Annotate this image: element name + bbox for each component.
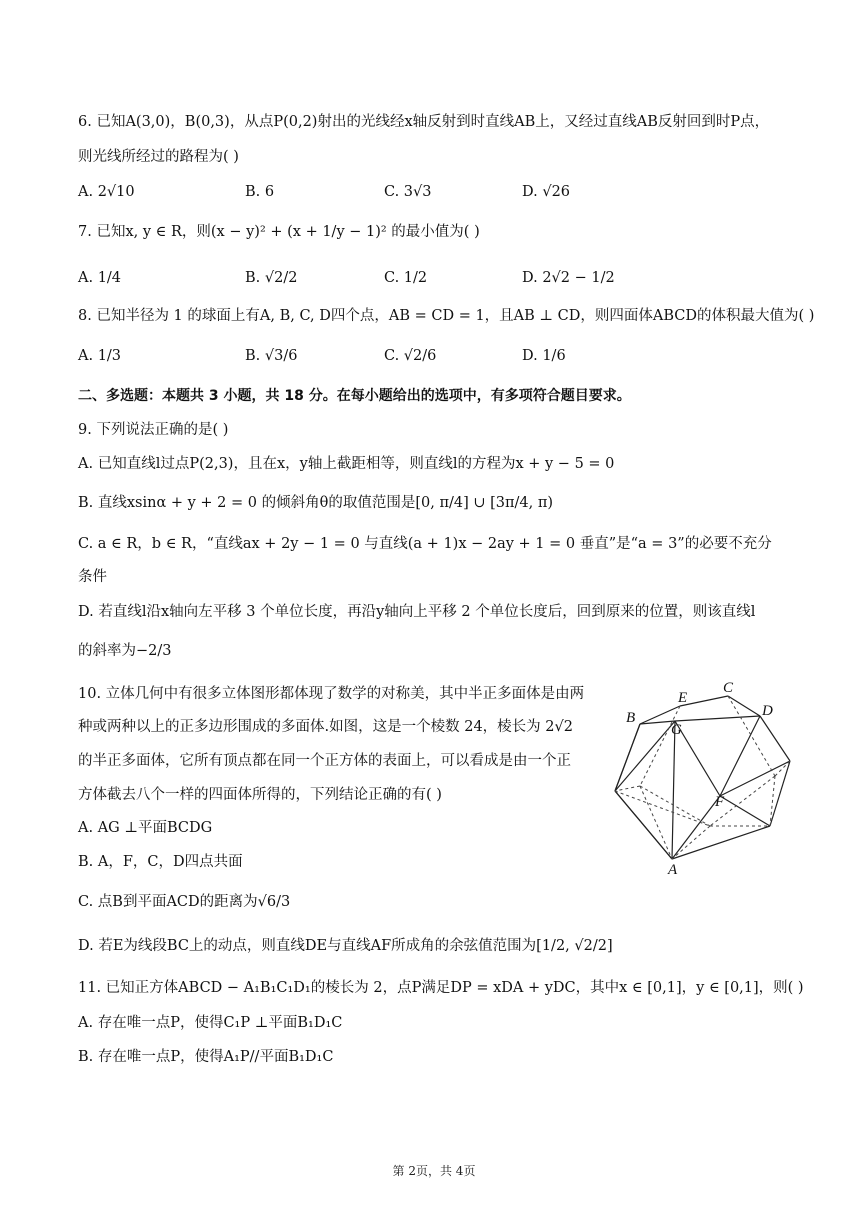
label-a: A — [668, 862, 678, 876]
q10-option-b: B. A，F，C，D四点共面 — [78, 854, 243, 870]
label-b: B — [626, 710, 636, 726]
label-e: E — [678, 690, 688, 706]
q9-option-d-line1: D. 若直线l沿x轴向左平移 3 个单位长度，再沿y轴向上平移 2 个单位长度后，回到原来的位置，则该直线l — [78, 604, 756, 620]
q6-option-a: A. 2√10 — [78, 184, 135, 200]
page-footer: 第 2页，共 4页 — [392, 1164, 476, 1178]
q9-option-d-line2: 的斜率为−2/3 — [78, 643, 172, 659]
q9-stem: 9. 下列说法正确的是( ) — [78, 422, 229, 438]
q11-option-b: B. 存在唯一点P，使得A₁P//平面B₁D₁C — [78, 1049, 334, 1065]
section-heading-multiple-choice: 二、多选题：本题共 3 小题，共 18 分。在每小题给出的选项中，有多项符合题目要求。 — [78, 388, 631, 404]
q11-stem: 11. 已知正方体ABCD − A₁B₁C₁D₁的棱长为 2，点P满足DP = xDA + yDC，其中x ∈ [0,1]，y ∈ [0,1]，则( ) — [78, 980, 804, 996]
q7-option-b: B. √2/2 — [245, 270, 298, 286]
q8-option-d: D. 1/6 — [522, 348, 566, 364]
q8-option-c: C. √2/6 — [384, 348, 437, 364]
label-c: C — [723, 680, 734, 696]
q8-option-a: A. 1/3 — [78, 348, 122, 364]
q7-option-d: D. 2√2 − 1/2 — [522, 270, 615, 286]
q9-option-c-line1: C. a ∈ R，b ∈ R，“直线ax + 2y − 1 = 0 与直线(a + 1)x − 2ay + 1 = 0 垂直”是“a = 3”的必要不充分 — [78, 536, 772, 552]
q8-stem: 8. 已知半径为 1 的球面上有A, B, C, D四个点，AB = CD = 1，且AB ⊥ CD，则四面体ABCD的体积最大值为( ) — [78, 308, 815, 324]
label-d: D — [762, 703, 773, 719]
q9-option-c-line2: 条件 — [78, 569, 107, 585]
label-f: F — [715, 794, 725, 810]
q6-option-d: D. √26 — [522, 184, 571, 200]
q6-option-c: C. 3√3 — [384, 184, 432, 200]
q10-option-a: A. AG ⊥平面BCDG — [78, 820, 213, 836]
q10-stem-line3: 的半正多面体，它所有顶点都在同一个正方体的表面上，可以看成是由一个正 — [78, 753, 571, 769]
q9-option-b: B. 直线xsinα + y + 2 = 0 的倾斜角θ的取值范围是[0, π/4] ∪ [3π/4, π) — [78, 495, 554, 511]
q10-option-c: C. 点B到平面ACD的距离为√6/3 — [78, 894, 291, 910]
q10-option-d: D. 若E为线段BC上的动点，则直线DE与直线AF所成角的余弦值范围为[1/2, √2/2] — [78, 938, 613, 954]
q10-stem-line2: 种或两种以上的正多边形围成的多面体.如图，这是一个棱数 24，棱长为 2√2 — [78, 719, 573, 735]
q8-option-b: B. √3/6 — [245, 348, 298, 364]
polyhedron-figure — [610, 676, 800, 876]
q11-option-a: A. 存在唯一点P，使得C₁P ⊥平面B₁D₁C — [78, 1015, 343, 1031]
q7-stem: 7. 已知x, y ∈ R，则(x − y)² + (x + 1/y − 1)² 的最小值为( ) — [78, 224, 480, 240]
q10-stem-line4: 方体截去八个一样的四面体所得的，下列结论正确的有( ) — [78, 787, 442, 803]
q7-option-a: A. 1/4 — [78, 270, 122, 286]
q9-option-a: A. 已知直线l过点P(2,3)，且在x，y轴上截距相等，则直线l的方程为x + y − 5 = 0 — [78, 456, 615, 472]
q10-stem-line1: 10. 立体几何中有很多立体图形都体现了数学的对称美，其中半正多面体是由两 — [78, 686, 585, 702]
q6-option-b: B. 6 — [245, 184, 275, 200]
q7-option-c: C. 1/2 — [384, 270, 428, 286]
label-g: G — [671, 722, 682, 738]
q6-stem-line1: 6. 已知A(3,0)，B(0,3)，从点P(0,2)射出的光线经x轴反射到时直线AB上，又经过直线AB反射回到时P点， — [78, 114, 770, 130]
q6-stem-line2: 则光线所经过的路程为( ) — [78, 149, 239, 165]
